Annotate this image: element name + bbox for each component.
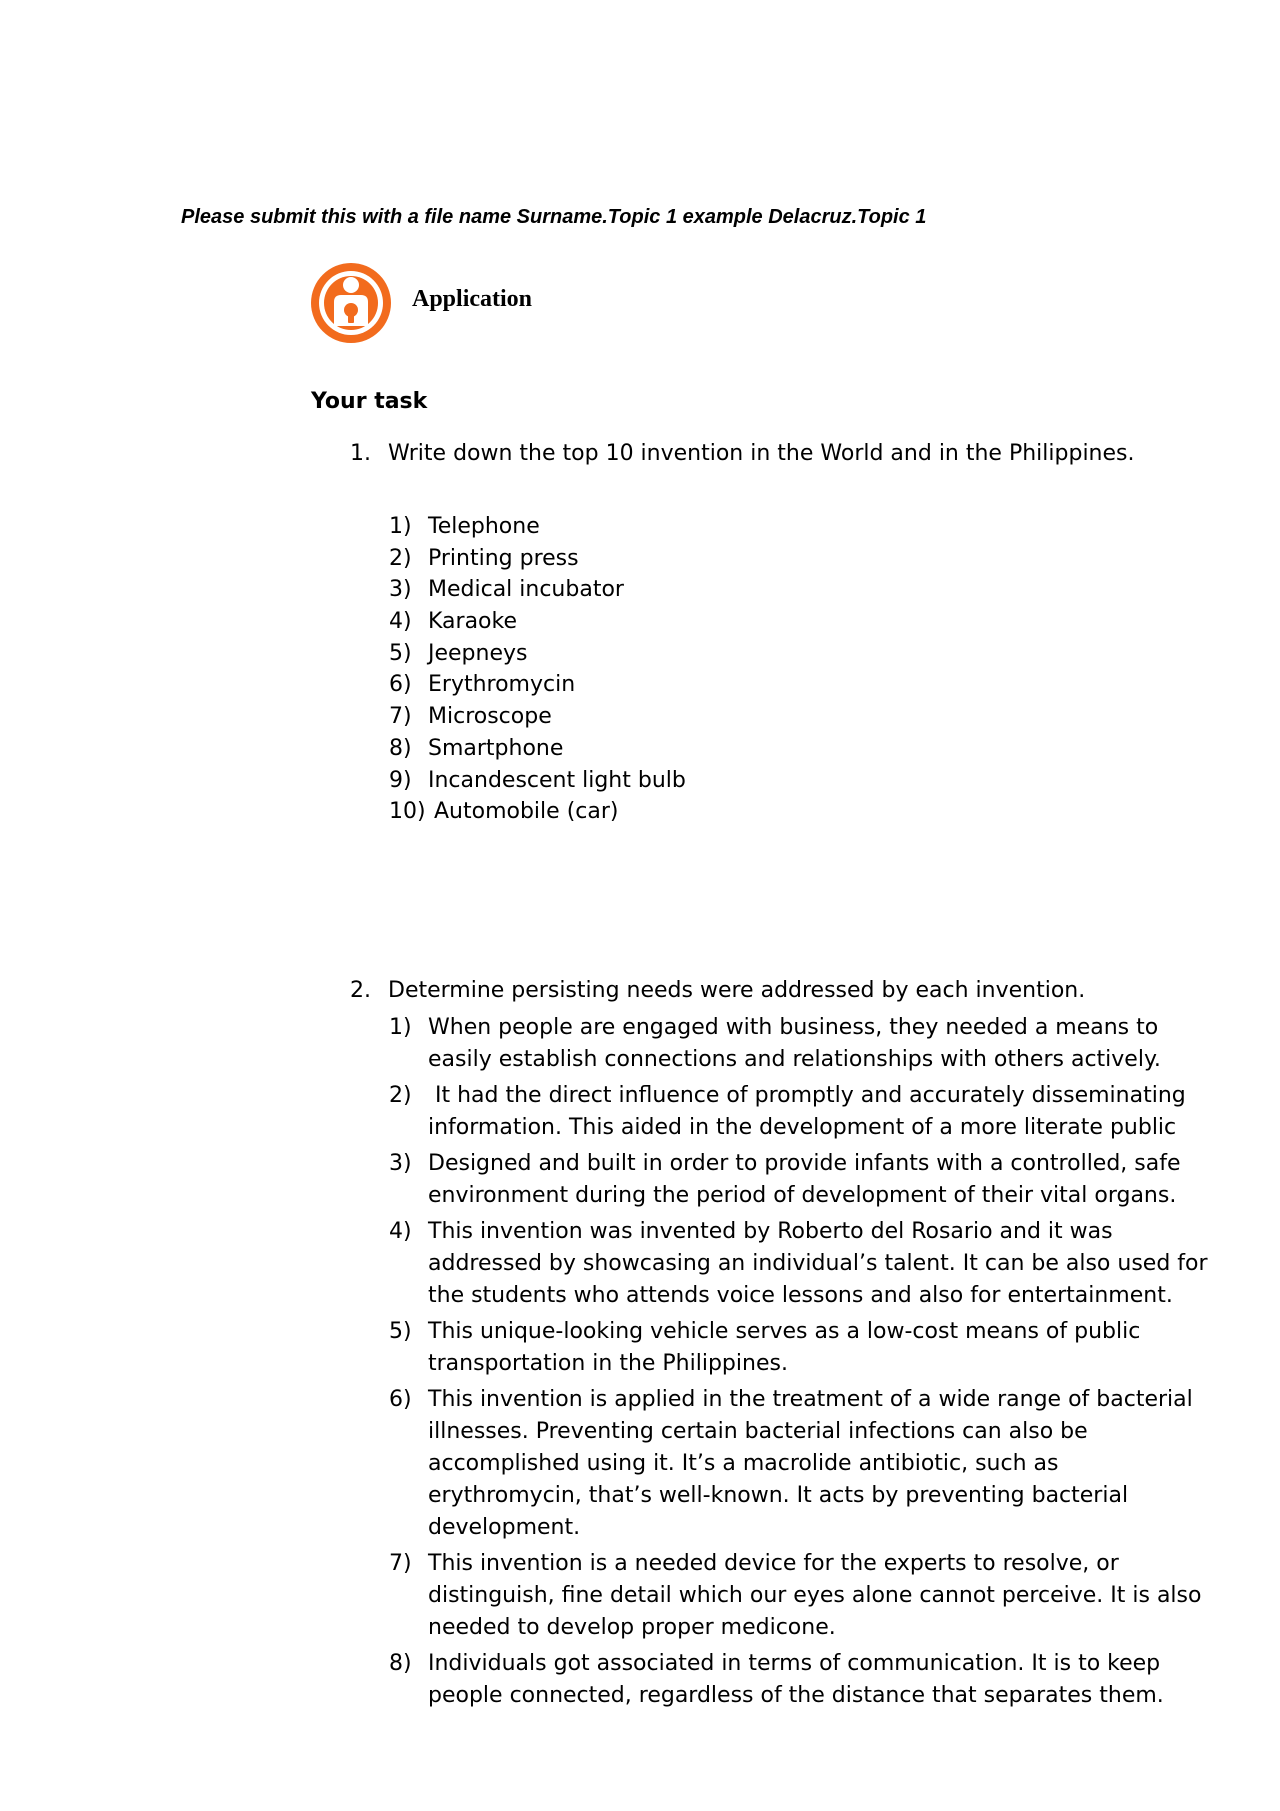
item-text: When people are engaged with business, they needed a means to easily establish connections and relationships with others actively. [428,1015,1161,1072]
item-text: This invention is applied in the treatment of a wide range of bacterial illnesses. Preventing certain bacterial infections can also be accomplished using it. It’s a macrolide antibiotic, such as erythromycin, that’s well-known. It acts by preventing bacterial development. [428,1387,1193,1540]
item-text: This invention is a needed device for the experts to resolve, or distinguish, fine detail which our eyes alone cannot perceive. It is also needed to develop proper medicone. [428,1551,1202,1640]
list-item [389,574,686,606]
item-text: Incandescent light bulb [428,767,686,793]
item-number: 7) [389,704,412,730]
question-text: Write down the top 10 invention in the World and in the Philippines. [388,441,1135,466]
list-item [389,1080,1219,1144]
item-number: 8) [389,735,412,761]
list-item [389,1316,1219,1380]
item-text: It had the direct influence of promptly and accurately disseminating information. This aided in the development of a more literate public [428,1083,1193,1140]
list-item [389,1548,1219,1644]
item-number: 4) [389,609,412,635]
item-number: 3) [389,577,412,603]
list-item [389,1648,1219,1712]
question-2 [350,975,1085,1007]
item-text: Smartphone [428,735,564,761]
list-item [389,701,686,733]
question-text: Determine persisting needs were addressed by each invention. [388,978,1086,1003]
list-item [389,543,686,575]
item-text: This invention was invented by Roberto del Rosario and it was addressed by showcasing an individual’s talent. It can be also used for the students who attends voice lessons and also for entertainment. [428,1219,1208,1308]
question-number: 2. [350,978,371,1003]
list-item [389,606,686,638]
item-text: Medical incubator [428,577,624,603]
list-item [389,638,686,670]
list-item [389,1148,1219,1212]
item-text: Designed and built in order to provide infants with a controlled, safe environment during the period of development of their vital organs. [428,1151,1181,1208]
item-number: 5) [389,640,412,666]
item-number: 1) [389,514,412,539]
list-item [389,1216,1219,1312]
needs-list [389,1012,1219,1716]
question-1 [350,438,1135,470]
item-number: 4) [389,1219,412,1244]
item-number: 10) [389,799,426,825]
item-text: This unique-looking vehicle serves as a low-cost means of public transportation in the Philippines. [428,1319,1141,1376]
submission-instruction: Please submit this with a file name Surname.Topic 1 example Delacruz.Topic 1 [181,206,927,228]
item-text: Karaoke [428,609,517,635]
section-title: Application [412,285,533,312]
item-number: 8) [389,1651,412,1676]
inventions-list [389,511,686,828]
item-number: 9) [389,767,412,793]
list-item [389,765,686,797]
item-number: 2) [389,1083,412,1108]
item-text: Jeepneys [428,640,528,666]
item-number: 2) [389,545,412,571]
item-number: 6) [389,1387,412,1412]
question-number: 1. [350,441,371,466]
list-item [389,669,686,701]
section-header [310,262,532,344]
item-text: Telephone [428,514,540,539]
list-item [389,733,686,765]
task-heading: Your task [311,389,428,414]
item-text: Printing press [428,545,579,571]
presenter-lightbulb-icon [310,262,392,344]
item-number: 7) [389,1551,412,1576]
list-item [389,511,686,543]
item-number: 5) [389,1319,412,1344]
list-item [389,796,686,828]
item-number: 3) [389,1151,412,1176]
item-text: Individuals got associated in terms of communication. It is to keep people connected, regardless of the distance that separates them. [428,1651,1164,1708]
item-text: Automobile (car) [434,799,619,825]
item-number: 1) [389,1015,412,1040]
list-item [389,1384,1219,1544]
item-text: Erythromycin [428,672,576,698]
list-item [389,1012,1219,1076]
item-number: 6) [389,672,412,698]
item-text: Microscope [428,704,552,730]
